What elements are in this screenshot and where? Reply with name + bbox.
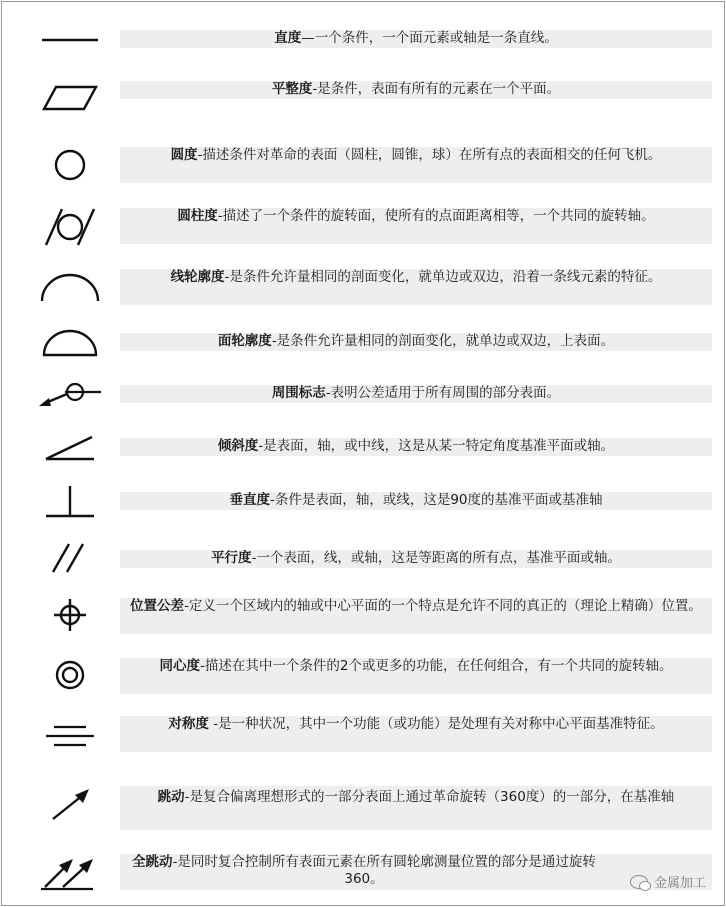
flatness-icon [32, 76, 108, 120]
symbol-description: 圆度-描述条件对革命的表面（圆柱，圆锥，球）在所有点的表面相交的任何飞机。 [120, 147, 712, 183]
symbol-row [2, 20, 726, 60]
symbol-description: 跳动-是复合偏离理想形式的一部分表面上通过革命旋转（360度）的一部分，在基准轴 [120, 786, 712, 830]
symbol-row [2, 778, 726, 832]
symbol-row [2, 536, 726, 580]
symbol-description: 圆柱度-描述了一个条件的旋转面，使所有的点面距离相等，一个共同的旋转轴。 [120, 208, 712, 244]
symbol-description: 垂直度-条件是表面，轴，或线，这是90度的基准平面或基准轴 [120, 492, 712, 510]
symbol-row [2, 426, 726, 470]
watermark-text: 金属加工 [653, 876, 706, 891]
cylindricity-icon [32, 202, 108, 252]
symbol-description: 同心度-描述在其中一个条件的2个或更多的功能，在任何组合，有一个共同的旋转轴。 [120, 658, 712, 694]
concentricity-icon [32, 652, 108, 698]
symbol-description: 倾斜度-是表面，轴，或中线，这是从某一特定角度基准平面或轴。 [120, 438, 712, 456]
symbol-description: 直度—一个条件，一个面元素或轴是一条直线。 [120, 30, 712, 48]
wechat-icon [630, 875, 648, 889]
circularity-icon [32, 142, 108, 188]
symmetry-icon [32, 712, 108, 760]
symbol-row [2, 480, 726, 524]
symbol-row [2, 374, 726, 414]
position-icon [32, 592, 108, 638]
symbol-row [2, 76, 726, 120]
symbol-description: 面轮廓度-是条件允许量相同的剖面变化，就单边或双边，上表面。 [120, 333, 712, 351]
perpendicularity-icon [32, 480, 108, 524]
symbol-row [2, 142, 726, 188]
circular-runout-icon [32, 778, 108, 832]
line-profile-icon [32, 264, 108, 310]
symbol-row [2, 848, 726, 898]
symbol-row [2, 320, 726, 364]
symbol-row [2, 592, 726, 638]
symbol-description: 平整度-是条件，表面有所有的元素在一个平面。 [120, 81, 712, 99]
all-around-icon [32, 374, 108, 414]
symbol-row [2, 264, 726, 310]
symbol-description: 对称度 -是一种状况，其中一个功能（或功能）是处理有关对称中心平面基准特征。 [120, 716, 712, 752]
symbol-row [2, 202, 726, 252]
surface-profile-icon [32, 320, 108, 364]
symbol-row [2, 712, 726, 760]
gd-and-t-symbol-chart [1, 1, 725, 906]
symbol-description: 全跳动-是同时复合控制所有表面元素在所有圆轮廓测量位置的部分是通过旋转 360。 [120, 854, 712, 890]
total-runout-icon [32, 848, 108, 898]
angularity-icon [32, 426, 108, 470]
symbol-description: 周围标志-表明公差适用于所有周围的部分表面。 [120, 385, 712, 403]
parallelism-icon [32, 536, 108, 580]
symbol-description: 位置公差-定义一个区域内的轴或中心平面的一个特点是允许不同的真正的（理论上精确）位置。 [120, 598, 712, 634]
symbol-description: 平行度-一个表面，线，或轴，这是等距离的所有点，基准平面或轴。 [120, 550, 712, 568]
symbol-description: 线轮廓度-是条件允许量相同的剖面变化，就单边或双边，沿着一条线元素的特征。 [120, 269, 712, 305]
straightness-icon [32, 20, 108, 60]
watermark [630, 872, 706, 891]
symbol-row [2, 652, 726, 698]
